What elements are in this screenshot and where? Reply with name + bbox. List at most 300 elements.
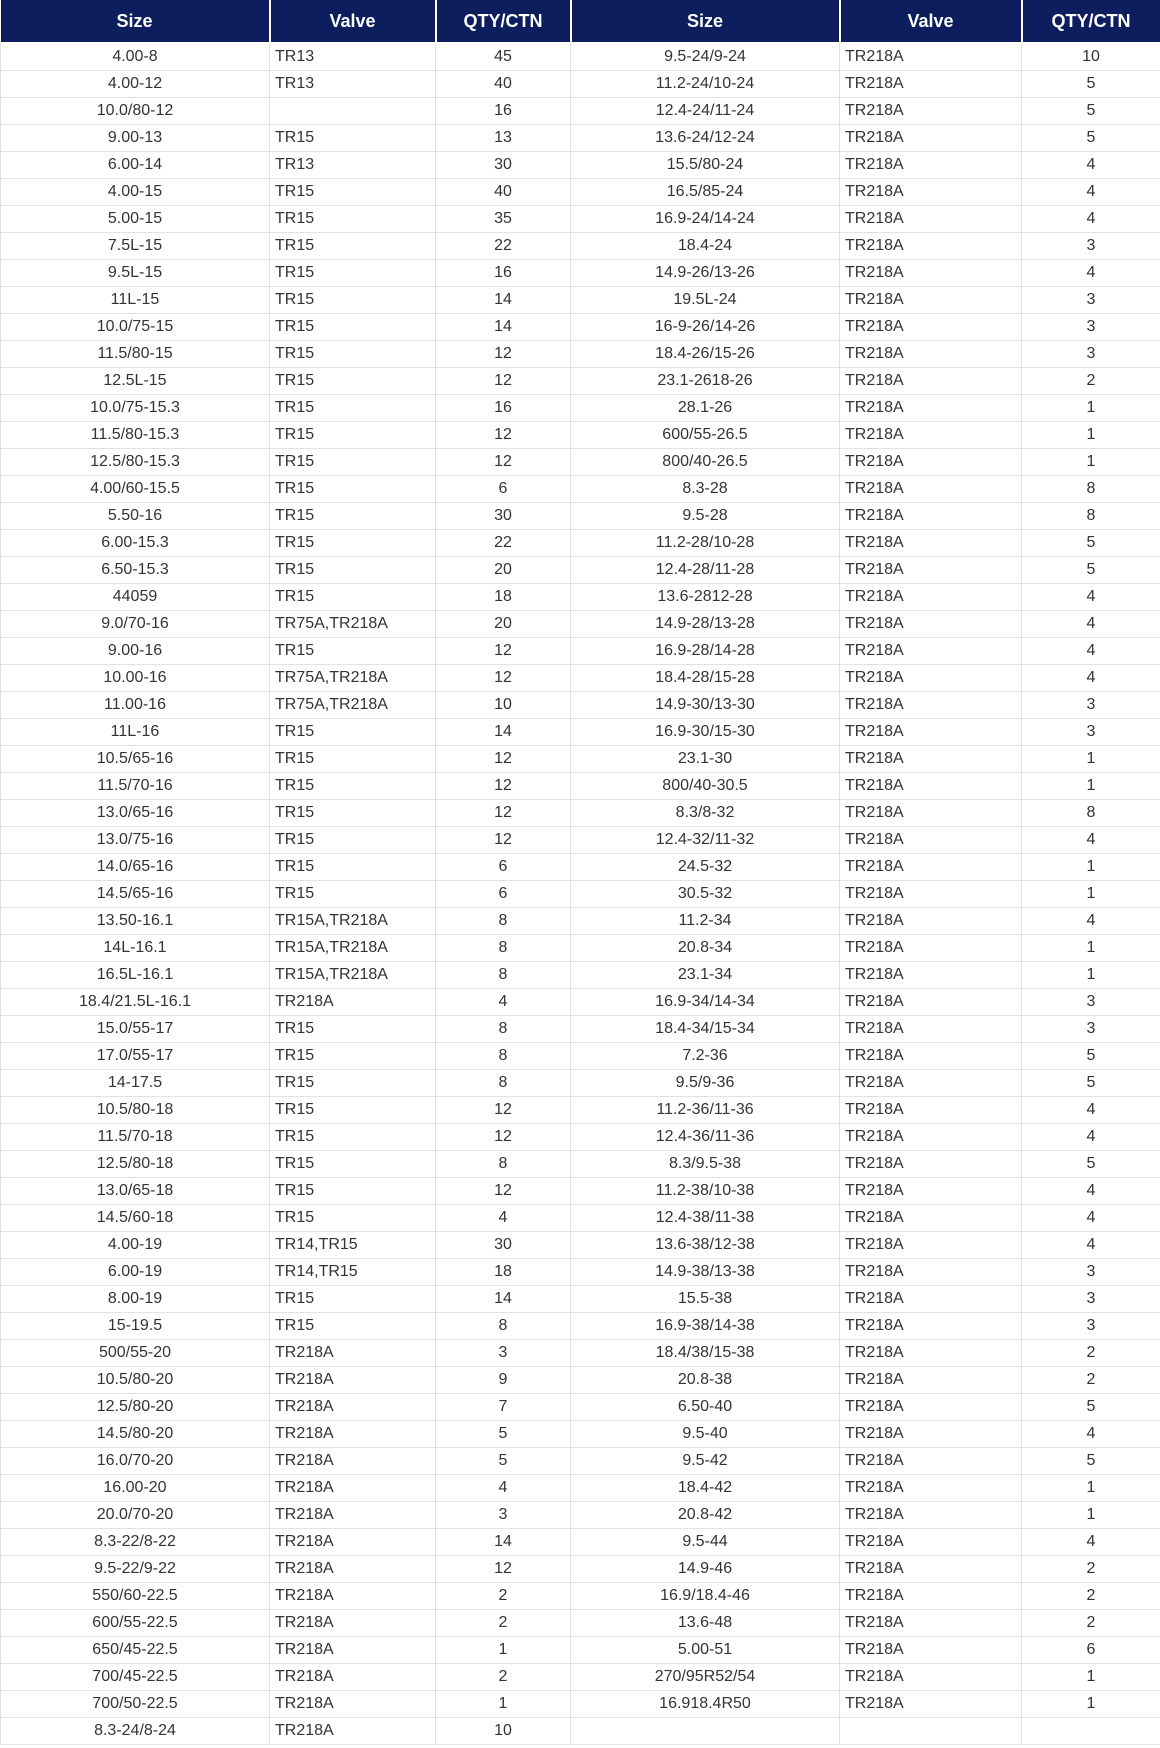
cell-qty-ctn: 3 <box>1022 1259 1160 1286</box>
cell-qty-ctn: 12 <box>436 341 571 368</box>
table-row <box>1 43 1160 71</box>
cell-valve: TR218A <box>840 260 1022 287</box>
cell-valve: TR15 <box>270 1097 436 1124</box>
cell-valve: TR218A <box>840 692 1022 719</box>
cell-size: 5.00-15 <box>1 206 270 233</box>
cell-valve: TR218A <box>840 1016 1022 1043</box>
table-row <box>1 1259 1160 1286</box>
table-row <box>1 530 1160 557</box>
header-qty-ctn: QTY/CTN <box>1022 0 1160 43</box>
cell-qty-ctn: 8 <box>1022 476 1160 503</box>
cell-size: 600/55-26.5 <box>571 422 840 449</box>
cell-size: 8.3-24/8-24 <box>1 1718 270 1745</box>
cell-size: 11.5/80-15 <box>1 341 270 368</box>
cell-size: 15-19.5 <box>1 1313 270 1340</box>
cell-valve: TR15 <box>270 449 436 476</box>
cell-qty-ctn: 2 <box>1022 1583 1160 1610</box>
cell-size: 14-17.5 <box>1 1070 270 1097</box>
header-size: Size <box>571 0 840 43</box>
table-row <box>1 1151 1160 1178</box>
cell-size: 20.8-38 <box>571 1367 840 1394</box>
table-row <box>1 1070 1160 1097</box>
cell-valve: TR15 <box>270 341 436 368</box>
cell-size: 30.5-32 <box>571 881 840 908</box>
cell-qty-ctn: 4 <box>1022 908 1160 935</box>
cell-qty-ctn: 1 <box>1022 854 1160 881</box>
cell-size: 500/55-20 <box>1 1340 270 1367</box>
cell-size: 17.0/55-17 <box>1 1043 270 1070</box>
cell-size: 14.9-38/13-38 <box>571 1259 840 1286</box>
cell-size: 11.5/70-16 <box>1 773 270 800</box>
cell-valve: TR218A <box>270 1610 436 1637</box>
cell-qty-ctn: 1 <box>1022 1691 1160 1718</box>
cell-qty-ctn: 14 <box>436 314 571 341</box>
cell-qty-ctn: 6 <box>436 854 571 881</box>
cell-qty-ctn: 12 <box>436 422 571 449</box>
cell-size: 15.0/55-17 <box>1 1016 270 1043</box>
cell-qty-ctn: 3 <box>436 1502 571 1529</box>
table-row <box>1 449 1160 476</box>
cell-qty-ctn: 5 <box>1022 557 1160 584</box>
cell-qty-ctn: 4 <box>1022 1529 1160 1556</box>
table-row <box>1 206 1160 233</box>
cell-valve: TR15 <box>270 530 436 557</box>
cell-size: 9.5-40 <box>571 1421 840 1448</box>
table-row <box>1 1097 1160 1124</box>
cell-qty-ctn: 9 <box>436 1367 571 1394</box>
cell-valve: TR15 <box>270 719 436 746</box>
cell-qty-ctn: 14 <box>436 1529 571 1556</box>
cell-qty-ctn: 3 <box>1022 989 1160 1016</box>
cell-valve: TR218A <box>840 719 1022 746</box>
cell-size: 14.0/65-16 <box>1 854 270 881</box>
cell-size: 16.9-30/15-30 <box>571 719 840 746</box>
cell-valve: TR218A <box>270 1691 436 1718</box>
cell-valve: TR15 <box>270 1070 436 1097</box>
cell-size: 18.4/38/15-38 <box>571 1340 840 1367</box>
cell-size: 4.00-15 <box>1 179 270 206</box>
cell-qty-ctn: 5 <box>1022 71 1160 98</box>
cell-size: 44059 <box>1 584 270 611</box>
cell-size: 9.0/70-16 <box>1 611 270 638</box>
cell-qty-ctn: 22 <box>436 530 571 557</box>
cell-valve: TR13 <box>270 71 436 98</box>
cell-size: 15.5/80-24 <box>571 152 840 179</box>
cell-size: 12.5L-15 <box>1 368 270 395</box>
cell-qty-ctn: 8 <box>436 935 571 962</box>
cell-size: 700/50-22.5 <box>1 1691 270 1718</box>
cell-valve: TR218A <box>840 98 1022 125</box>
cell-valve: TR15 <box>270 746 436 773</box>
table-row <box>1 557 1160 584</box>
cell-qty-ctn: 4 <box>436 1205 571 1232</box>
cell-valve: TR15 <box>270 1043 436 1070</box>
cell-qty-ctn: 3 <box>1022 692 1160 719</box>
cell-valve: TR218A <box>840 1070 1022 1097</box>
table-row <box>1 1637 1160 1664</box>
table-row <box>1 827 1160 854</box>
cell-valve: TR218A <box>840 989 1022 1016</box>
cell-size: 5.00-51 <box>571 1637 840 1664</box>
cell-valve: TR15 <box>270 287 436 314</box>
cell-size: 12.4-28/11-28 <box>571 557 840 584</box>
cell-valve: TR218A <box>840 503 1022 530</box>
cell-qty-ctn: 2 <box>436 1664 571 1691</box>
cell-qty-ctn: 4 <box>1022 638 1160 665</box>
cell-qty-ctn: 5 <box>1022 1394 1160 1421</box>
table-row <box>1 1286 1160 1313</box>
table-row <box>1 665 1160 692</box>
cell-size: 14.9-28/13-28 <box>571 611 840 638</box>
cell-qty-ctn <box>1022 1718 1160 1745</box>
cell-valve: TR218A <box>270 1421 436 1448</box>
table-row <box>1 611 1160 638</box>
cell-size: 8.3/9.5-38 <box>571 1151 840 1178</box>
table-row <box>1 1448 1160 1475</box>
cell-size: 11.2-36/11-36 <box>571 1097 840 1124</box>
cell-qty-ctn: 5 <box>436 1421 571 1448</box>
cell-size: 13.6-24/12-24 <box>571 125 840 152</box>
cell-qty-ctn: 40 <box>436 71 571 98</box>
cell-size: 10.00-16 <box>1 665 270 692</box>
cell-size: 16.5L-16.1 <box>1 962 270 989</box>
cell-valve: TR218A <box>840 557 1022 584</box>
cell-qty-ctn: 6 <box>436 881 571 908</box>
cell-valve: TR218A <box>840 1394 1022 1421</box>
table-row <box>1 800 1160 827</box>
cell-valve: TR218A <box>840 314 1022 341</box>
cell-qty-ctn: 45 <box>436 43 571 71</box>
cell-size: 13.0/75-16 <box>1 827 270 854</box>
cell-valve: TR218A <box>840 179 1022 206</box>
cell-valve: TR75A,TR218A <box>270 692 436 719</box>
cell-size: 8.3-28 <box>571 476 840 503</box>
cell-qty-ctn: 3 <box>1022 287 1160 314</box>
cell-qty-ctn: 4 <box>1022 206 1160 233</box>
cell-size: 18.4-28/15-28 <box>571 665 840 692</box>
cell-qty-ctn: 2 <box>436 1583 571 1610</box>
cell-qty-ctn: 3 <box>1022 719 1160 746</box>
cell-qty-ctn: 20 <box>436 557 571 584</box>
cell-valve: TR218A <box>270 1340 436 1367</box>
cell-valve: TR75A,TR218A <box>270 611 436 638</box>
cell-valve: TR218A <box>840 827 1022 854</box>
cell-size: 10.0/80-12 <box>1 98 270 125</box>
cell-valve: TR218A <box>840 908 1022 935</box>
cell-qty-ctn: 5 <box>1022 1043 1160 1070</box>
cell-valve: TR218A <box>840 1286 1022 1313</box>
cell-size: 10.5/80-18 <box>1 1097 270 1124</box>
table-row <box>1 1556 1160 1583</box>
cell-size: 18.4-42 <box>571 1475 840 1502</box>
cell-size: 4.00-19 <box>1 1232 270 1259</box>
cell-size: 13.50-16.1 <box>1 908 270 935</box>
cell-qty-ctn: 2 <box>1022 368 1160 395</box>
cell-size <box>571 1718 840 1745</box>
cell-size: 16-9-26/14-26 <box>571 314 840 341</box>
cell-size: 8.3/8-32 <box>571 800 840 827</box>
cell-valve: TR218A <box>840 1691 1022 1718</box>
cell-size: 14.5/80-20 <box>1 1421 270 1448</box>
cell-valve: TR13 <box>270 43 436 71</box>
cell-size: 9.5-28 <box>571 503 840 530</box>
cell-size: 700/45-22.5 <box>1 1664 270 1691</box>
cell-valve: TR15 <box>270 476 436 503</box>
cell-size: 11.2-28/10-28 <box>571 530 840 557</box>
table-row <box>1 1340 1160 1367</box>
cell-qty-ctn: 7 <box>436 1394 571 1421</box>
cell-valve: TR218A <box>270 1394 436 1421</box>
cell-valve: TR218A <box>840 611 1022 638</box>
cell-qty-ctn: 8 <box>436 908 571 935</box>
header-valve: Valve <box>840 0 1022 43</box>
cell-valve: TR218A <box>840 476 1022 503</box>
cell-qty-ctn: 20 <box>436 611 571 638</box>
cell-qty-ctn: 12 <box>436 665 571 692</box>
table-row <box>1 908 1160 935</box>
table-row <box>1 854 1160 881</box>
table-row <box>1 1232 1160 1259</box>
cell-size: 14.9-30/13-30 <box>571 692 840 719</box>
cell-size: 15.5-38 <box>571 1286 840 1313</box>
cell-qty-ctn: 6 <box>436 476 571 503</box>
cell-qty-ctn: 6 <box>1022 1637 1160 1664</box>
cell-size: 16.9/18.4-46 <box>571 1583 840 1610</box>
table-row <box>1 638 1160 665</box>
cell-qty-ctn: 5 <box>1022 98 1160 125</box>
table-row <box>1 179 1160 206</box>
cell-size: 13.6-48 <box>571 1610 840 1637</box>
cell-size: 12.5/80-15.3 <box>1 449 270 476</box>
cell-size: 8.00-19 <box>1 1286 270 1313</box>
cell-size: 270/95R52/54 <box>571 1664 840 1691</box>
table-row <box>1 584 1160 611</box>
cell-valve: TR218A <box>840 152 1022 179</box>
cell-qty-ctn: 8 <box>436 1151 571 1178</box>
cell-qty-ctn: 3 <box>1022 314 1160 341</box>
cell-qty-ctn: 5 <box>1022 1151 1160 1178</box>
cell-qty-ctn: 12 <box>436 746 571 773</box>
cell-valve: TR218A <box>840 1097 1022 1124</box>
cell-qty-ctn: 12 <box>436 1097 571 1124</box>
cell-valve: TR218A <box>840 341 1022 368</box>
cell-valve: TR218A <box>840 1664 1022 1691</box>
cell-qty-ctn: 30 <box>436 152 571 179</box>
cell-qty-ctn: 5 <box>1022 1448 1160 1475</box>
table-row <box>1 962 1160 989</box>
table-row <box>1 422 1160 449</box>
cell-valve: TR15 <box>270 1205 436 1232</box>
cell-qty-ctn: 2 <box>1022 1367 1160 1394</box>
cell-qty-ctn: 8 <box>436 1070 571 1097</box>
cell-valve: TR218A <box>840 1421 1022 1448</box>
cell-valve: TR15 <box>270 881 436 908</box>
table-row <box>1 1178 1160 1205</box>
cell-qty-ctn: 13 <box>436 125 571 152</box>
cell-size: 28.1-26 <box>571 395 840 422</box>
cell-valve: TR15 <box>270 368 436 395</box>
cell-valve <box>270 98 436 125</box>
cell-qty-ctn: 4 <box>1022 152 1160 179</box>
cell-size: 13.0/65-18 <box>1 1178 270 1205</box>
cell-valve: TR218A <box>840 206 1022 233</box>
cell-valve: TR218A <box>840 422 1022 449</box>
cell-size: 16.9-38/14-38 <box>571 1313 840 1340</box>
cell-qty-ctn: 5 <box>436 1448 571 1475</box>
cell-qty-ctn: 5 <box>1022 530 1160 557</box>
table-row <box>1 125 1160 152</box>
table-row <box>1 1205 1160 1232</box>
cell-valve: TR218A <box>840 1583 1022 1610</box>
cell-size: 12.4-38/11-38 <box>571 1205 840 1232</box>
cell-qty-ctn: 1 <box>1022 449 1160 476</box>
cell-qty-ctn: 3 <box>1022 1313 1160 1340</box>
cell-size: 11.00-16 <box>1 692 270 719</box>
cell-qty-ctn: 10 <box>1022 43 1160 71</box>
cell-valve: TR218A <box>840 1475 1022 1502</box>
cell-qty-ctn: 1 <box>1022 962 1160 989</box>
cell-size: 18.4-24 <box>571 233 840 260</box>
cell-valve: TR15 <box>270 179 436 206</box>
cell-size: 20.8-34 <box>571 935 840 962</box>
cell-valve: TR218A <box>840 638 1022 665</box>
cell-qty-ctn: 1 <box>436 1691 571 1718</box>
cell-qty-ctn: 14 <box>436 1286 571 1313</box>
cell-qty-ctn: 8 <box>1022 503 1160 530</box>
cell-valve: TR218A <box>840 665 1022 692</box>
cell-valve: TR15 <box>270 422 436 449</box>
cell-valve: TR218A <box>840 1556 1022 1583</box>
cell-size: 16.9-34/14-34 <box>571 989 840 1016</box>
cell-qty-ctn: 4 <box>1022 611 1160 638</box>
cell-valve: TR218A <box>840 1151 1022 1178</box>
cell-qty-ctn: 12 <box>436 449 571 476</box>
cell-valve: TR218A <box>270 1529 436 1556</box>
table-row <box>1 989 1160 1016</box>
cell-valve: TR218A <box>840 530 1022 557</box>
cell-valve: TR218A <box>270 989 436 1016</box>
cell-qty-ctn: 4 <box>1022 665 1160 692</box>
table-row <box>1 1718 1160 1745</box>
cell-qty-ctn: 4 <box>1022 179 1160 206</box>
table-row <box>1 719 1160 746</box>
cell-qty-ctn: 12 <box>436 773 571 800</box>
cell-qty-ctn: 16 <box>436 260 571 287</box>
table-row <box>1 71 1160 98</box>
cell-valve: TR218A <box>840 1313 1022 1340</box>
cell-qty-ctn: 3 <box>1022 233 1160 260</box>
cell-qty-ctn: 4 <box>1022 827 1160 854</box>
cell-size: 23.1-34 <box>571 962 840 989</box>
cell-qty-ctn: 2 <box>1022 1340 1160 1367</box>
cell-size: 11L-16 <box>1 719 270 746</box>
table-row <box>1 260 1160 287</box>
cell-qty-ctn: 5 <box>1022 1070 1160 1097</box>
cell-size: 5.50-16 <box>1 503 270 530</box>
cell-qty-ctn: 2 <box>1022 1610 1160 1637</box>
cell-valve: TR218A <box>270 1664 436 1691</box>
cell-valve: TR218A <box>840 800 1022 827</box>
cell-valve: TR15 <box>270 800 436 827</box>
table-row <box>1 233 1160 260</box>
cell-valve: TR218A <box>840 1367 1022 1394</box>
cell-size: 800/40-30.5 <box>571 773 840 800</box>
cell-valve: TR15A,TR218A <box>270 908 436 935</box>
table-row <box>1 1124 1160 1151</box>
cell-qty-ctn: 4 <box>1022 1205 1160 1232</box>
cell-size: 4.00-8 <box>1 43 270 71</box>
cell-valve: TR218A <box>840 773 1022 800</box>
cell-size: 12.5/80-18 <box>1 1151 270 1178</box>
table-body <box>1 43 1160 1745</box>
cell-qty-ctn: 12 <box>436 1124 571 1151</box>
cell-valve: TR218A <box>270 1448 436 1475</box>
cell-size: 12.4-36/11-36 <box>571 1124 840 1151</box>
cell-size: 4.00/60-15.5 <box>1 476 270 503</box>
cell-size: 16.918.4R50 <box>571 1691 840 1718</box>
cell-size: 14.9-46 <box>571 1556 840 1583</box>
cell-valve: TR15 <box>270 206 436 233</box>
cell-size: 13.0/65-16 <box>1 800 270 827</box>
cell-valve: TR15 <box>270 1151 436 1178</box>
cell-size: 11.5/80-15.3 <box>1 422 270 449</box>
table-row <box>1 1610 1160 1637</box>
table-row <box>1 503 1160 530</box>
cell-valve: TR218A <box>270 1502 436 1529</box>
cell-qty-ctn: 5 <box>1022 125 1160 152</box>
cell-valve: TR218A <box>840 395 1022 422</box>
cell-size: 9.5-42 <box>571 1448 840 1475</box>
cell-valve: TR218A <box>840 368 1022 395</box>
table-row <box>1 1475 1160 1502</box>
cell-qty-ctn: 3 <box>1022 341 1160 368</box>
cell-valve: TR218A <box>840 233 1022 260</box>
table-row <box>1 395 1160 422</box>
cell-valve: TR15 <box>270 1178 436 1205</box>
table-row <box>1 1043 1160 1070</box>
cell-size: 16.5/85-24 <box>571 179 840 206</box>
cell-size: 16.9-24/14-24 <box>571 206 840 233</box>
cell-qty-ctn: 8 <box>436 962 571 989</box>
cell-qty-ctn: 1 <box>1022 395 1160 422</box>
cell-valve: TR218A <box>840 935 1022 962</box>
cell-valve: TR15 <box>270 1016 436 1043</box>
cell-qty-ctn: 1 <box>1022 935 1160 962</box>
cell-valve: TR218A <box>840 287 1022 314</box>
cell-qty-ctn: 4 <box>1022 1097 1160 1124</box>
cell-valve: TR15A,TR218A <box>270 935 436 962</box>
cell-qty-ctn: 12 <box>436 1556 571 1583</box>
cell-qty-ctn: 16 <box>436 395 571 422</box>
table-row <box>1 314 1160 341</box>
cell-qty-ctn: 12 <box>436 368 571 395</box>
cell-valve: TR218A <box>840 43 1022 71</box>
cell-size: 12.5/80-20 <box>1 1394 270 1421</box>
cell-qty-ctn: 30 <box>436 503 571 530</box>
cell-size: 650/45-22.5 <box>1 1637 270 1664</box>
cell-qty-ctn: 22 <box>436 233 571 260</box>
cell-size: 9.5-22/9-22 <box>1 1556 270 1583</box>
cell-valve: TR218A <box>840 1232 1022 1259</box>
cell-valve: TR218A <box>840 1502 1022 1529</box>
table-row <box>1 1502 1160 1529</box>
cell-valve: TR218A <box>840 1340 1022 1367</box>
cell-valve: TR15 <box>270 395 436 422</box>
table-row <box>1 773 1160 800</box>
cell-qty-ctn: 4 <box>1022 1178 1160 1205</box>
cell-valve: TR218A <box>840 854 1022 881</box>
cell-valve: TR218A <box>270 1556 436 1583</box>
